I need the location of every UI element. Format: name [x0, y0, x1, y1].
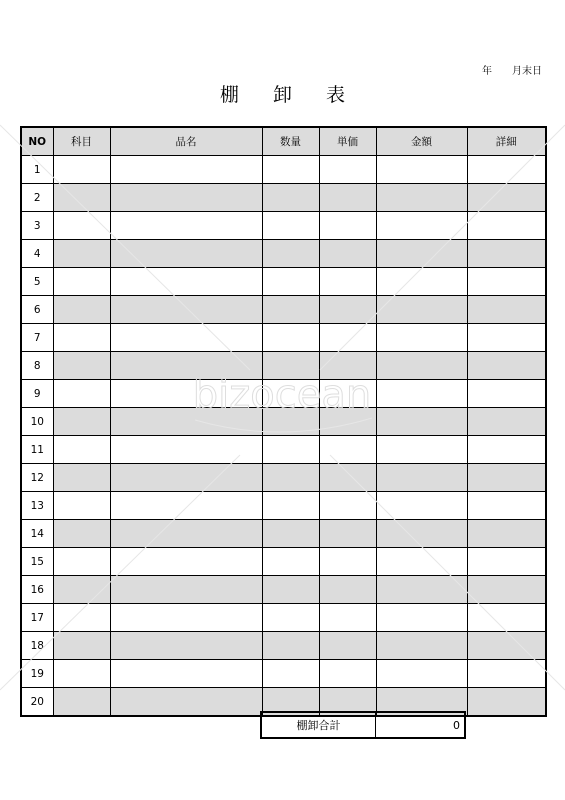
table-cell[interactable]	[376, 184, 467, 212]
table-cell[interactable]	[262, 632, 319, 660]
table-cell[interactable]	[262, 352, 319, 380]
table-cell[interactable]	[319, 240, 376, 268]
table-cell[interactable]	[467, 352, 546, 380]
row-number: 13	[21, 492, 53, 520]
row-number: 5	[21, 268, 53, 296]
table-row	[21, 380, 546, 408]
table-row	[21, 660, 546, 688]
column-header-item-name: 品名	[110, 127, 262, 156]
column-header-amount: 金額	[376, 127, 467, 156]
column-header-no: NO	[21, 127, 53, 156]
table-cell[interactable]	[262, 240, 319, 268]
table-cell[interactable]	[262, 464, 319, 492]
row-number: 20	[21, 688, 53, 717]
table-cell[interactable]	[319, 492, 376, 520]
table-cell[interactable]	[262, 212, 319, 240]
table-cell[interactable]	[262, 604, 319, 632]
month-end-label: 月末日	[512, 66, 542, 77]
table-cell[interactable]	[319, 408, 376, 436]
title-char: 表	[326, 84, 346, 106]
table-cell[interactable]	[467, 212, 546, 240]
table-cell[interactable]	[262, 492, 319, 520]
table-cell[interactable]	[319, 436, 376, 464]
table-cell[interactable]	[319, 464, 376, 492]
table-cell[interactable]	[376, 604, 467, 632]
table-row	[21, 156, 546, 184]
table-cell[interactable]	[53, 632, 110, 660]
table-cell[interactable]	[110, 324, 262, 352]
table-cell[interactable]	[110, 576, 262, 604]
table-cell[interactable]	[110, 688, 262, 717]
table-cell[interactable]	[110, 436, 262, 464]
table-cell[interactable]	[467, 576, 546, 604]
table-cell[interactable]	[376, 576, 467, 604]
total-label: 棚卸合計	[261, 712, 376, 738]
table-cell[interactable]	[319, 156, 376, 184]
table-cell[interactable]	[110, 548, 262, 576]
table-cell[interactable]	[467, 632, 546, 660]
table-row	[21, 212, 546, 240]
table-cell[interactable]	[110, 212, 262, 240]
table-cell[interactable]	[319, 548, 376, 576]
table-cell[interactable]	[319, 268, 376, 296]
table-row	[21, 464, 546, 492]
table-row	[21, 520, 546, 548]
row-number: 7	[21, 324, 53, 352]
table-cell[interactable]	[467, 492, 546, 520]
table-cell[interactable]	[53, 576, 110, 604]
table-cell[interactable]	[319, 184, 376, 212]
table-cell[interactable]	[376, 352, 467, 380]
row-number: 4	[21, 240, 53, 268]
table-row	[21, 436, 546, 464]
table-cell[interactable]	[467, 436, 546, 464]
table-cell[interactable]	[467, 380, 546, 408]
column-header-details: 詳細	[467, 127, 546, 156]
table-row	[21, 184, 546, 212]
table-cell[interactable]	[110, 632, 262, 660]
table-cell[interactable]	[53, 324, 110, 352]
table-cell[interactable]	[467, 156, 546, 184]
row-number: 19	[21, 660, 53, 688]
table-cell[interactable]	[53, 604, 110, 632]
table-cell[interactable]	[110, 352, 262, 380]
table-cell[interactable]	[319, 632, 376, 660]
table-cell[interactable]	[319, 352, 376, 380]
table-cell[interactable]	[376, 380, 467, 408]
table-row	[21, 576, 546, 604]
table-cell[interactable]	[53, 688, 110, 717]
table-row	[21, 352, 546, 380]
table-cell[interactable]	[376, 324, 467, 352]
table-cell[interactable]	[110, 492, 262, 520]
table-cell[interactable]	[262, 296, 319, 324]
table-cell[interactable]	[376, 520, 467, 548]
table-cell[interactable]	[110, 464, 262, 492]
table-row	[21, 296, 546, 324]
table-row	[21, 408, 546, 436]
table-cell[interactable]	[53, 184, 110, 212]
row-number: 6	[21, 296, 53, 324]
table-cell[interactable]	[467, 184, 546, 212]
table-cell[interactable]	[319, 660, 376, 688]
row-number: 11	[21, 436, 53, 464]
table-cell[interactable]	[467, 464, 546, 492]
table-cell[interactable]	[376, 296, 467, 324]
column-header-quantity: 数量	[262, 127, 319, 156]
table-cell[interactable]	[467, 324, 546, 352]
row-number: 2	[21, 184, 53, 212]
table-cell[interactable]	[376, 660, 467, 688]
table-cell[interactable]	[53, 520, 110, 548]
table-cell[interactable]	[53, 352, 110, 380]
watermark-text: bizocean	[192, 372, 372, 418]
row-number: 14	[21, 520, 53, 548]
table-cell[interactable]	[319, 380, 376, 408]
table-cell[interactable]	[376, 464, 467, 492]
table-cell[interactable]	[376, 436, 467, 464]
table-row	[21, 548, 546, 576]
table-cell[interactable]	[319, 296, 376, 324]
table-cell[interactable]	[53, 156, 110, 184]
table-cell[interactable]	[262, 576, 319, 604]
table-cell[interactable]	[110, 240, 262, 268]
table-cell[interactable]	[53, 380, 110, 408]
table-cell[interactable]	[467, 688, 546, 717]
table-row	[21, 268, 546, 296]
table-cell[interactable]	[110, 184, 262, 212]
table-cell[interactable]	[376, 492, 467, 520]
table-cell[interactable]	[376, 212, 467, 240]
table-cell[interactable]	[110, 604, 262, 632]
table-cell[interactable]	[467, 408, 546, 436]
table-cell[interactable]	[110, 520, 262, 548]
table-cell[interactable]	[110, 296, 262, 324]
table-cell[interactable]	[262, 660, 319, 688]
table-cell[interactable]	[467, 268, 546, 296]
inventory-table	[20, 126, 547, 717]
table-cell[interactable]	[262, 520, 319, 548]
table-cell[interactable]	[53, 408, 110, 436]
table-cell[interactable]	[262, 184, 319, 212]
table-cell[interactable]	[53, 296, 110, 324]
row-number: 1	[21, 156, 53, 184]
table-cell[interactable]	[53, 212, 110, 240]
table-cell[interactable]	[319, 520, 376, 548]
table-cell[interactable]	[467, 296, 546, 324]
table-cell[interactable]	[467, 548, 546, 576]
row-number: 10	[21, 408, 53, 436]
table-cell[interactable]	[262, 408, 319, 436]
table-cell[interactable]	[53, 464, 110, 492]
table-cell[interactable]	[376, 632, 467, 660]
table-header-row	[21, 127, 546, 156]
table-cell[interactable]	[467, 520, 546, 548]
table-cell[interactable]	[376, 240, 467, 268]
table-row	[21, 492, 546, 520]
table-cell[interactable]	[262, 268, 319, 296]
table-cell[interactable]	[110, 408, 262, 436]
row-number: 3	[21, 212, 53, 240]
table-cell[interactable]	[110, 380, 262, 408]
table-cell[interactable]	[319, 324, 376, 352]
table-row	[21, 632, 546, 660]
table-cell[interactable]	[319, 576, 376, 604]
table-cell[interactable]	[53, 268, 110, 296]
table-cell[interactable]	[319, 212, 376, 240]
table-cell[interactable]	[110, 660, 262, 688]
column-header-unit-price: 単価	[319, 127, 376, 156]
row-number: 15	[21, 548, 53, 576]
table-row	[21, 604, 546, 632]
table-cell[interactable]	[53, 548, 110, 576]
column-header-account: 科目	[53, 127, 110, 156]
table-cell[interactable]	[53, 660, 110, 688]
table-cell[interactable]	[262, 324, 319, 352]
table-cell[interactable]	[319, 604, 376, 632]
row-number: 18	[21, 632, 53, 660]
table-cell[interactable]	[262, 380, 319, 408]
year-label: 年	[482, 66, 492, 77]
table-cell[interactable]	[262, 156, 319, 184]
row-number: 9	[21, 380, 53, 408]
table-cell[interactable]	[262, 548, 319, 576]
row-number: 12	[21, 464, 53, 492]
title-char: 棚	[219, 84, 239, 106]
table-cell[interactable]	[53, 492, 110, 520]
table-cell[interactable]	[376, 156, 467, 184]
row-number: 16	[21, 576, 53, 604]
page-title	[0, 80, 565, 107]
table-cell[interactable]	[467, 240, 546, 268]
table-row	[21, 240, 546, 268]
table-cell[interactable]	[376, 548, 467, 576]
total-value[interactable]: 0	[376, 712, 466, 738]
table-row	[21, 324, 546, 352]
table-cell[interactable]	[110, 156, 262, 184]
table-cell[interactable]	[376, 408, 467, 436]
row-number: 17	[21, 604, 53, 632]
table-cell[interactable]	[467, 604, 546, 632]
title-char: 卸	[272, 84, 292, 106]
table-cell[interactable]	[262, 436, 319, 464]
table-cell[interactable]	[53, 436, 110, 464]
row-number: 8	[21, 352, 53, 380]
table-cell[interactable]	[467, 660, 546, 688]
total-box	[260, 711, 466, 739]
table-cell[interactable]	[53, 240, 110, 268]
table-cell[interactable]	[376, 268, 467, 296]
table-cell[interactable]	[110, 268, 262, 296]
